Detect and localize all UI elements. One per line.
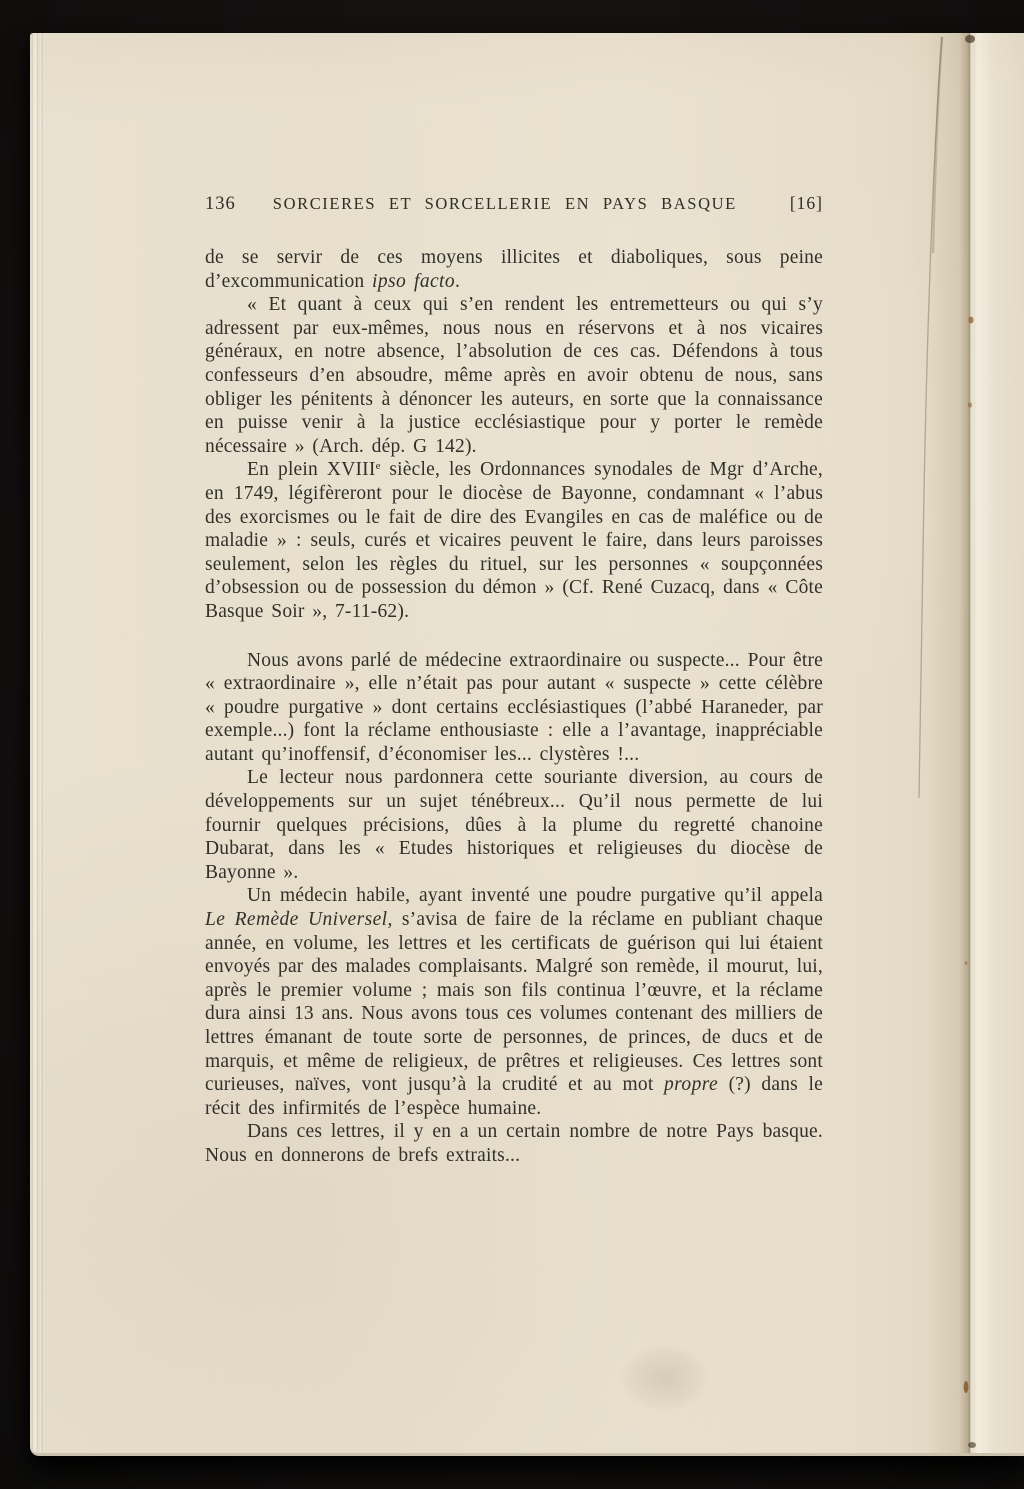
gutter-fold-shadow [928, 33, 1010, 1453]
running-title: SORCIERES ET SORCELLERIE EN PAYS BASQUE [272, 194, 737, 213]
page-number: 136 [205, 194, 236, 214]
paragraph: Dans ces lettres, il y en a un certain nombre de notre Pays basque. Nous en donnerons de brefs extraits... [205, 1121, 823, 1166]
paragraph: « Et quant à ceux qui s’en rendent les entremetteurs ou qui s’y adressent par eux-mêmes, nous nous en réservons et à nos vicaires généraux, en notre absence, l’absolution de ces cas. Défendons à tous confesseurs d’en absoudre, même après en avoir obtenu de nous, sans obliger les pénitents à dénoncer les auteurs, en sorte que la connaissance en puisse venir à la justice ecclésiastique pour y porter le remède nécessaire » (Arch. dép. G 142). [205, 294, 823, 457]
page-content [205, 193, 823, 1168]
bracket-page-number: [16] [789, 193, 823, 213]
paper-dimple [560, 1303, 750, 1453]
paragraph: Un médecin habile, ayant inventé une poudre purgative qu’il appela Le Remède Universel, s’avisa de faire de la réclame en publiant chaque année, en volume, les lettres et les certificats de guérison qui lui étaient envoyés par des malades complaisants. Malgré son remède, il mourut, lui, après le premier volume ; mais son fils continua l’œuvre, et la réclame dura ainsi 13 ans. Nous avons tous ces volumes contenant des milliers de lettres émanant de toute sorte de personnes, de princes, de ducs et de marquis, et même de religieux, de prêtres et religieuses. Ces lettres sont curieuses, naïves, vont jusqu’à la crudité et au mot propre (?) dans le récit des infirmités de l’espèce humaine. [205, 885, 824, 1119]
paragraph: En plein XVIIIe siècle, les Ordonnances synodales de Mgr d’Arche, en 1749, légifèreront pour le diocèse de Bayonne, condamnant « l’abus des exorcismes ou le fait de dire des Evangiles en cas de maléfice ou de maladie » : seuls, curés et vicaires peuvent le faire, dans leurs paroisses seulement, selon les règles du rituel, sur les personnes « soupçonnées d’obsession ou de possession du démon » (Cf. René Cuzacq, dans « Côte Basque Soir », 7-11-62). [205, 459, 823, 622]
page-header [205, 193, 823, 215]
paragraph: de se servir de ces moyens illicites et diaboliques, sous peine d’excommunication ipso facto. [205, 247, 823, 292]
book-page [30, 33, 1024, 1456]
paragraph: Le lecteur nous pardonnera cette souriante diversion, au cours de développements sur un sujet ténébreux... Qu’il nous permette de lui fournir quelques précisions, dûes à la plume du regretté chanoine Dubarat, dans les « Etudes historiques et religieuses du diocèse de Bayonne ». [205, 767, 823, 883]
paragraphs [205, 246, 823, 1168]
paragraph: Nous avons parlé de médecine extraordinaire ou suspecte... Pour être « extraordinaire », elle n’était pas pour autant « suspecte » cette célèbre « poudre purgative » dont certains ecclésiastiques (l’abbé Haraneder, par exemple...) font la réclame enthousiaste : elle a l’avantage, inappréciable autant qu’inoffensif, d’économiser les... clystères !... [205, 649, 823, 765]
page-edge-stack [30, 33, 45, 1453]
